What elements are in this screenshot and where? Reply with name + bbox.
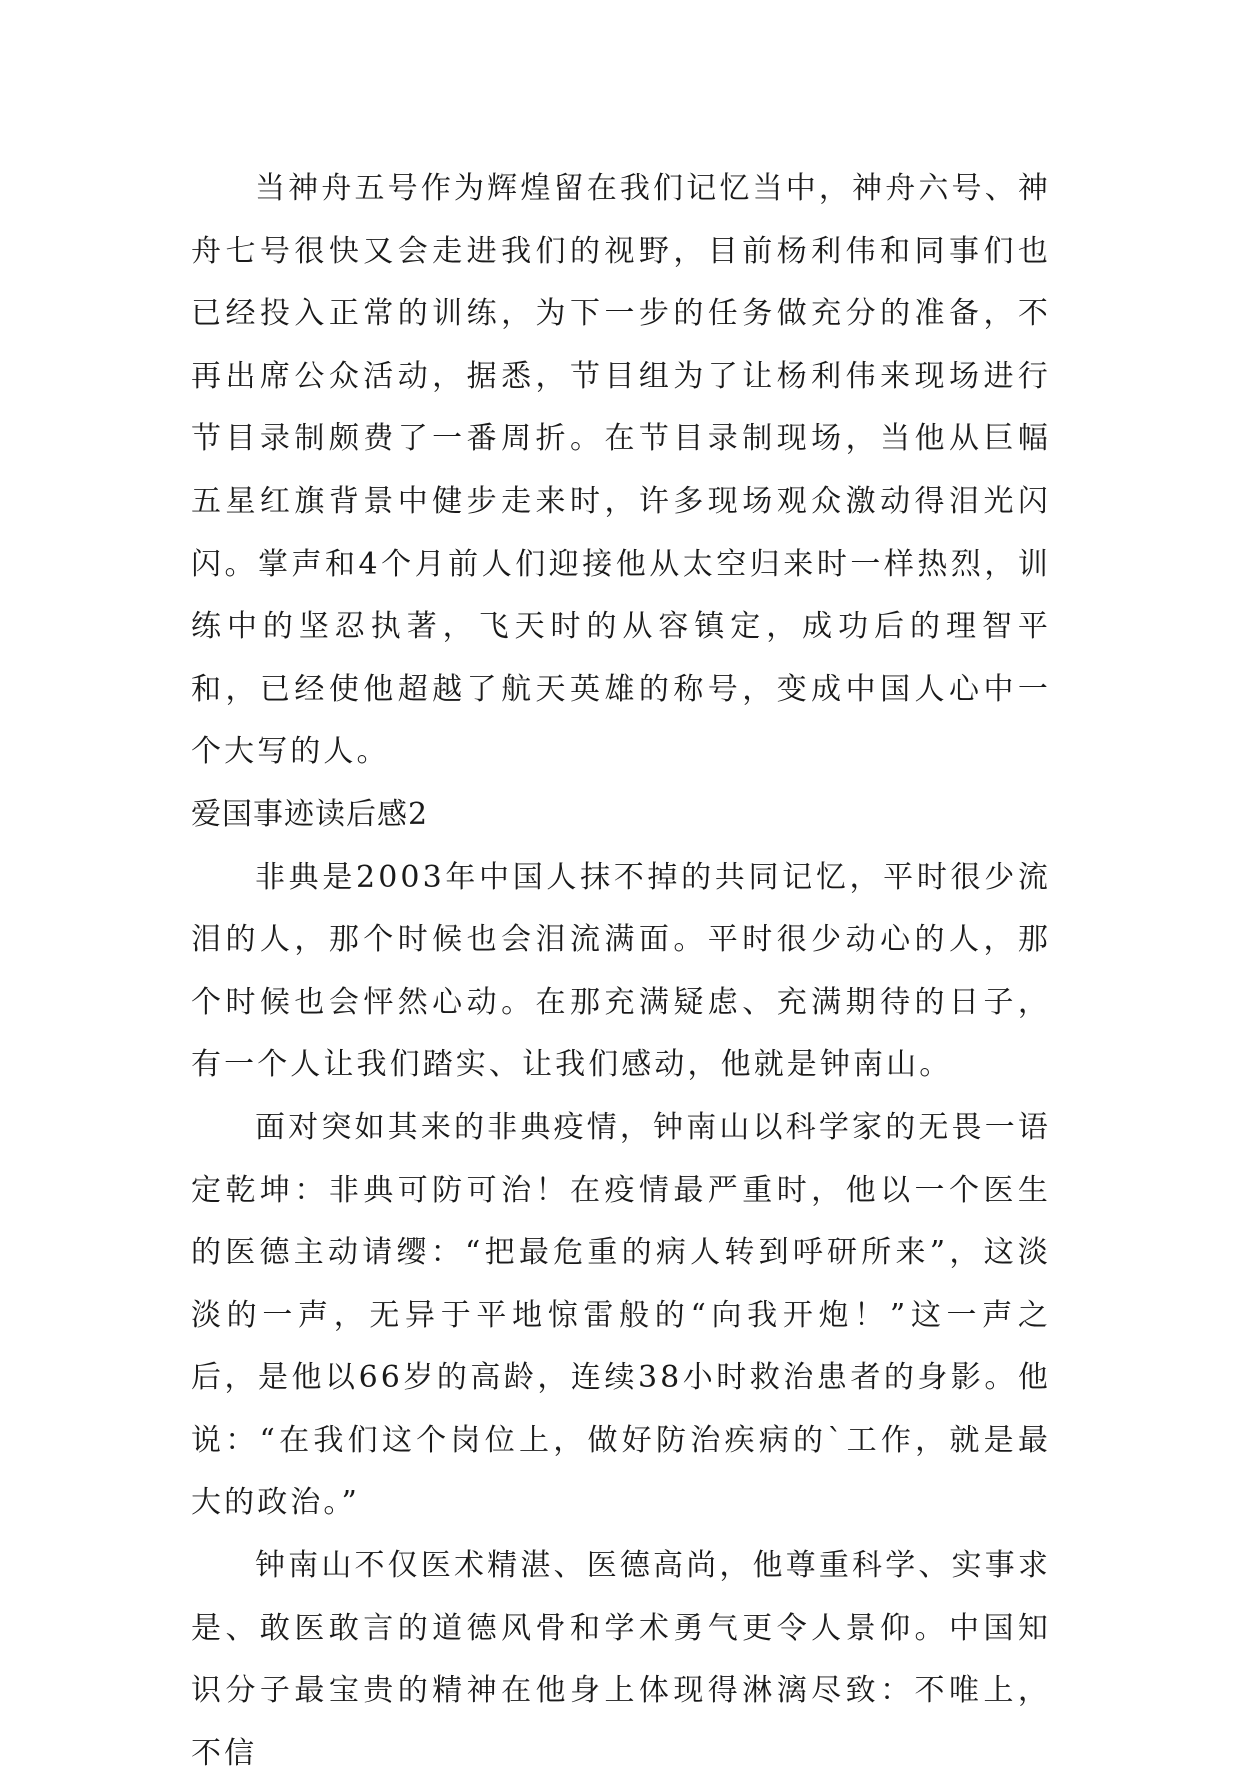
section-title: 爱国事迹读后感2 bbox=[191, 796, 429, 832]
paragraph-sars: 非典是2003年中国人抹不掉的共同记忆，平时很少流泪的人，那个时候也会泪流满面。平时很少动心的人，那个时候也会怦然心动。在那充满疑虑、充满期待的日子，有一个人让我们踏实、让我们感动，他就是钟南山。 bbox=[191, 859, 1051, 1083]
paragraph-zhong-nanshan-character: 钟南山不仅医术精湛、医德高尚，他尊重科学、实事求是、敢医敢言的道德风骨和学术勇气更令人景仰。中国知识分子最宝贵的精神在他身上体现得淋漓尽致：不唯上，不信 bbox=[191, 1548, 1051, 1771]
paragraph-shenzhou: 当神舟五号作为辉煌留在我们记忆当中，神舟六号、神舟七号很快又会走进我们的视野，目前杨利伟和同事们也已经投入正常的训练，为下一步的任务做充分的准备，不再出席公众活动，据悉，节目组为了让杨利伟来现场进行节目录制颇费了一番周折。在节目录制现场，当他从巨幅五星红旗背景中健步走来时，许多现场观众激动得泪光闪闪。掌声和4个月前人们迎接他从太空归来时一样热烈，训练中的坚忍执著，飞天时的从容镇定，成功后的理智平和，已经使他超越了航天英雄的称号，变成中国人心中一个大写的人。 bbox=[191, 171, 1051, 770]
document-body bbox=[191, 158, 1051, 1785]
paragraph-zhong-nanshan-response: 面对突如其来的非典疫情，钟南山以科学家的无畏一语定乾坤：非典可防可治！在疫情最严重时，他以一个医生的医德主动请缨：“把最危重的病人转到呼研所来”，这淡淡的一声，无异于平地惊雷般的“向我开炮！”这一声之后，是他以66岁的高龄，连续38小时救治患者的身影。他说：“在我们这个岗位上，做好防治疾病的`工作，就是最大的政治。” bbox=[191, 1109, 1051, 1521]
